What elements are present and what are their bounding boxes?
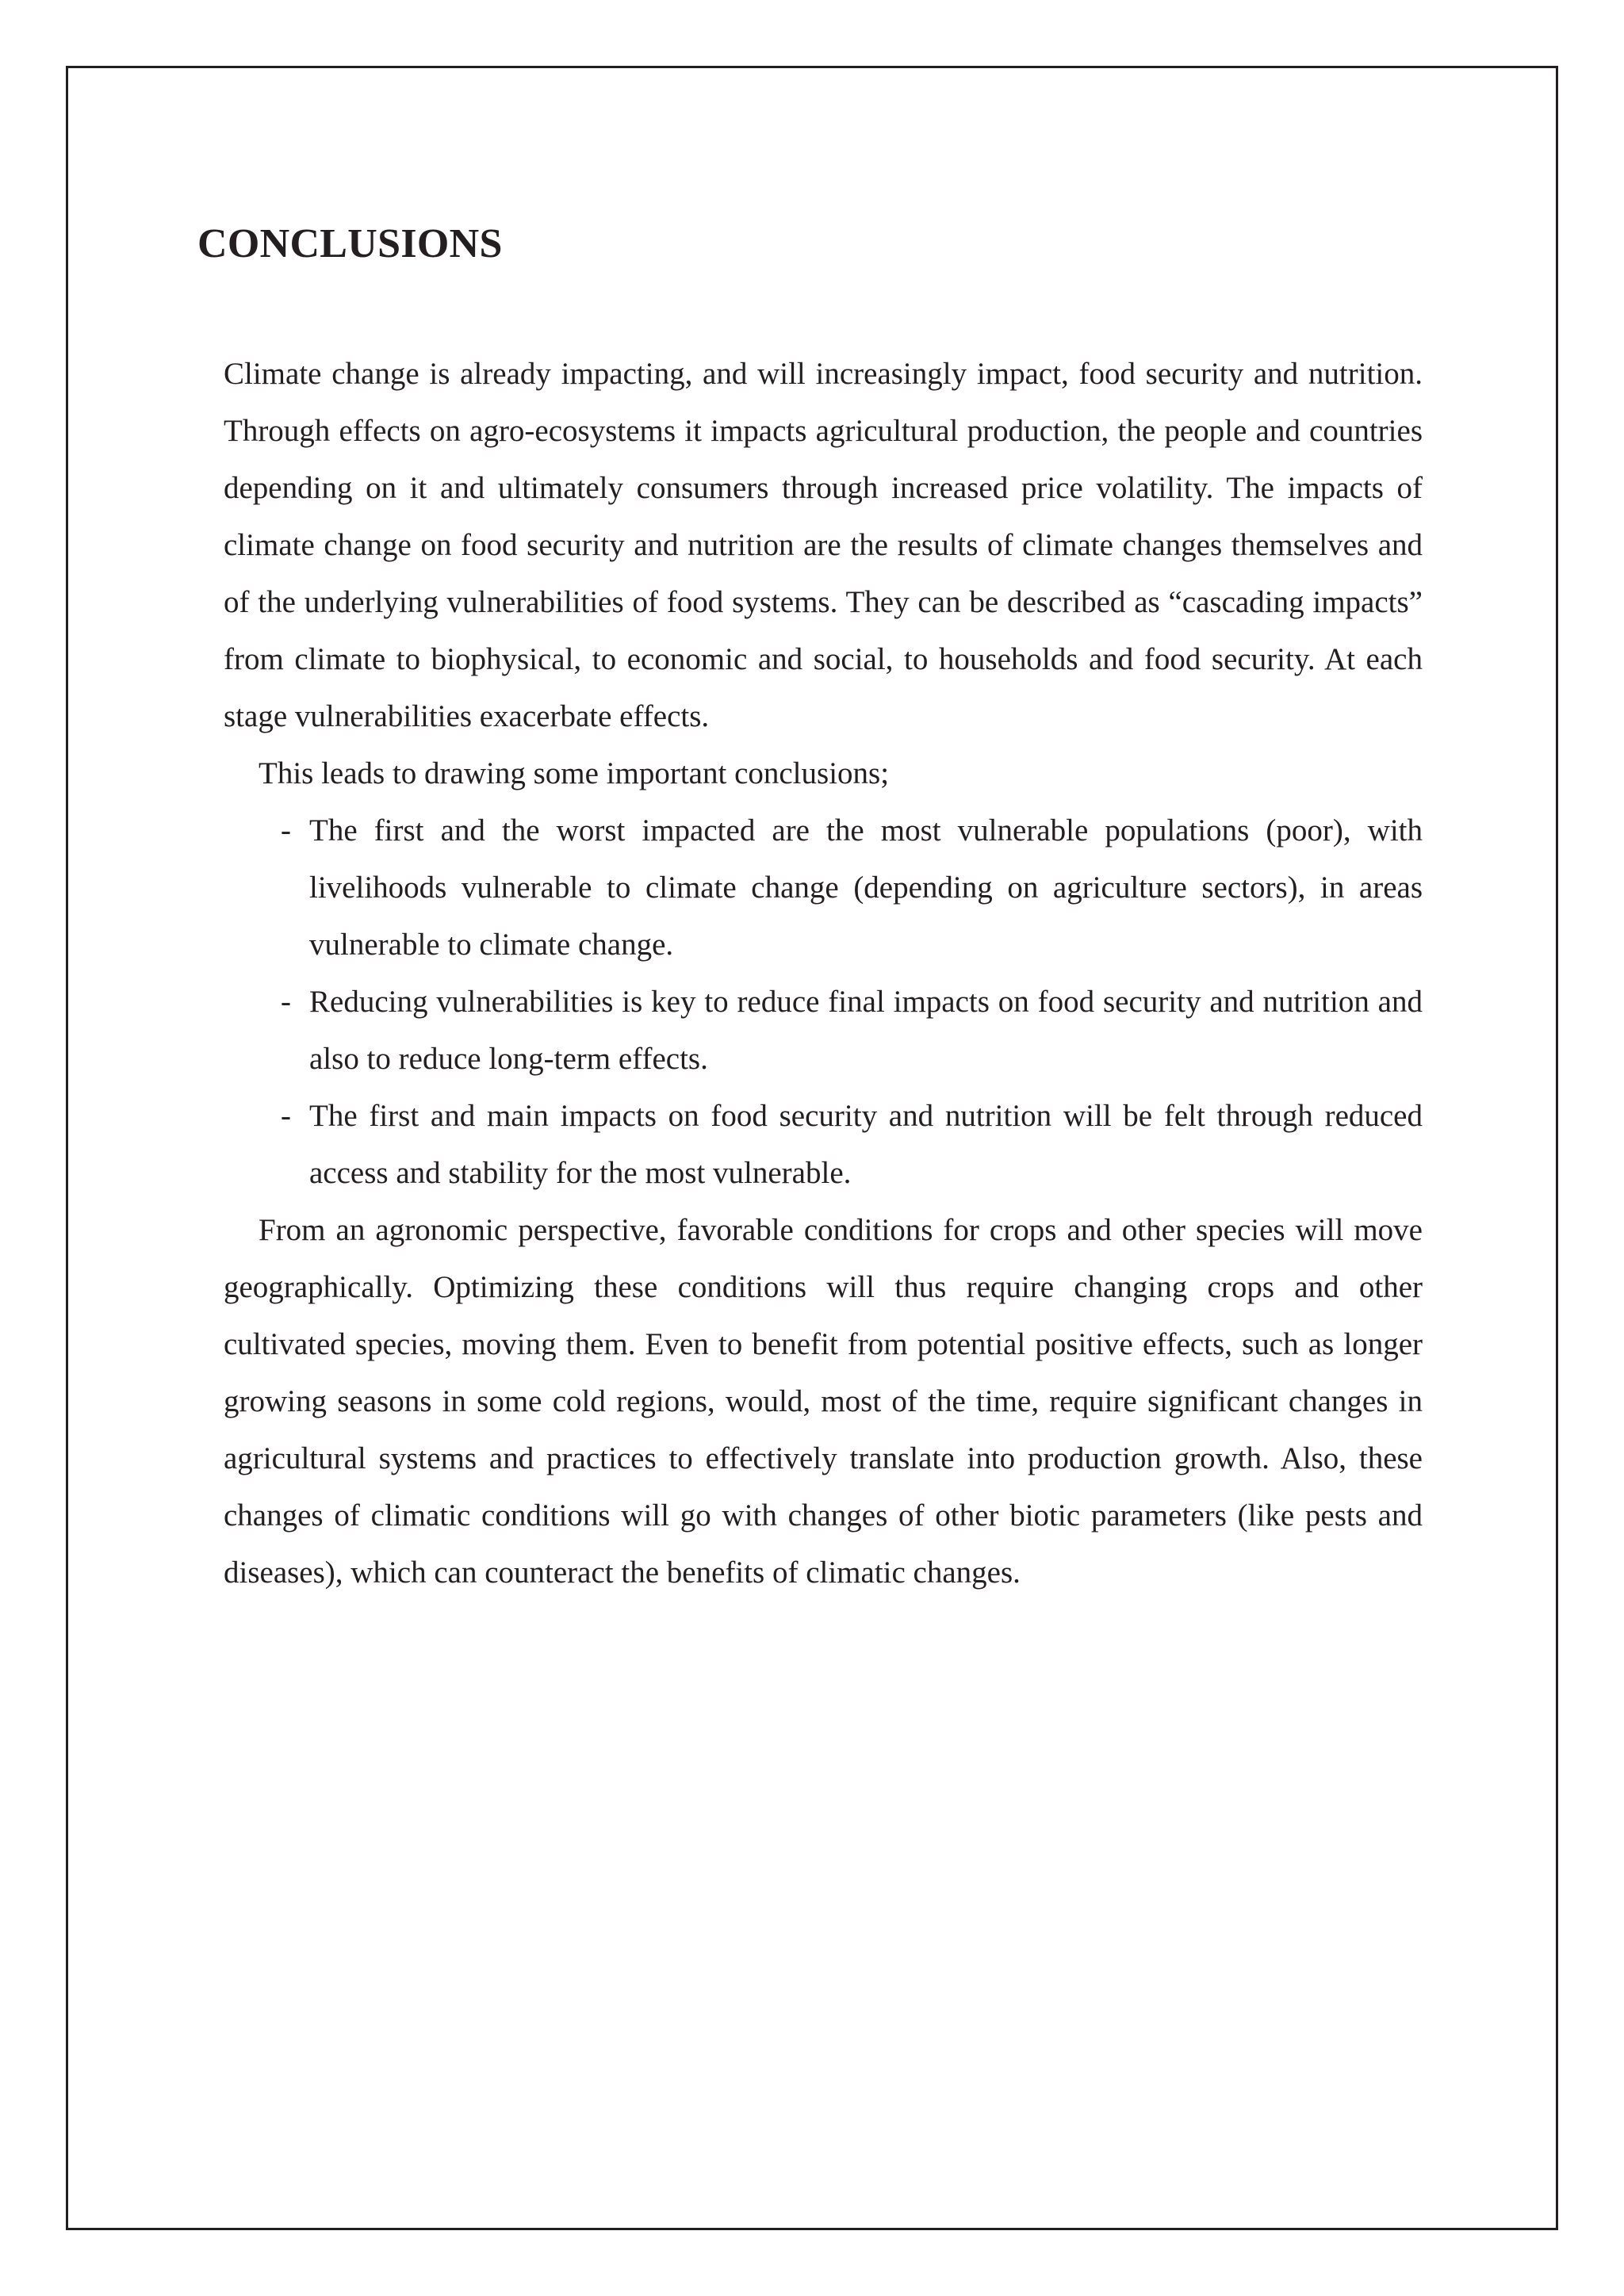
list-item <box>224 802 1423 974</box>
dash-marker: - <box>281 813 291 848</box>
intro-paragraph: Climate change is already impacting, and will increasingly impact, food security and nutrition. Through effects on agro-ecosystems it impacts agricultural production, the people and countries depending on it and ultimately consumers through increased price volatility. The impacts of climate change on food security and nutrition are the results of climate changes themselves and of the underlying vulnerabilities of food systems. They can be described as “cascading impacts” from climate to biophysical, to economic and social, to households and food security. At each stage vulnerabilities exacerbate effects. <box>224 357 1423 733</box>
list-item-text: The first and the worst impacted are the most vulnerable populations (poor), with livelihoods vulnerable to climate change (depending on agriculture sectors), in areas vulnerable to climate change. <box>309 813 1423 962</box>
list-item-text: Reducing vulnerabilities is key to reduce final impacts on food security and nutrition and also to reduce long-term effects. <box>309 985 1423 1076</box>
dash-marker: - <box>281 985 291 1019</box>
page-heading: CONCLUSIONS <box>197 221 503 266</box>
dash-marker: - <box>281 1099 291 1133</box>
document-body <box>224 346 1423 1601</box>
list-item <box>224 974 1423 1088</box>
agronomic-paragraph: From an agronomic perspective, favorable conditions for crops and other species will move geographically. Optimizing these conditions will thus require changing crops and other cultivated species, moving them. Even to benefit from potential positive effects, such as longer growing seasons in some cold regions, would, most of the time, require significant changes in agricultural systems and practices to effectively translate into production growth. Also, these changes of climatic conditions will go with changes of other biotic parameters (like pests and diseases), which can counteract the benefits of climatic changes. <box>224 1213 1423 1590</box>
lead-in-paragraph: This leads to drawing some important conclusions; <box>259 756 890 790</box>
conclusions-list <box>224 802 1423 1202</box>
list-item <box>224 1088 1423 1202</box>
list-item-text: The first and main impacts on food security and nutrition will be felt through reduced access and stability for the most vulnerable. <box>309 1099 1423 1190</box>
